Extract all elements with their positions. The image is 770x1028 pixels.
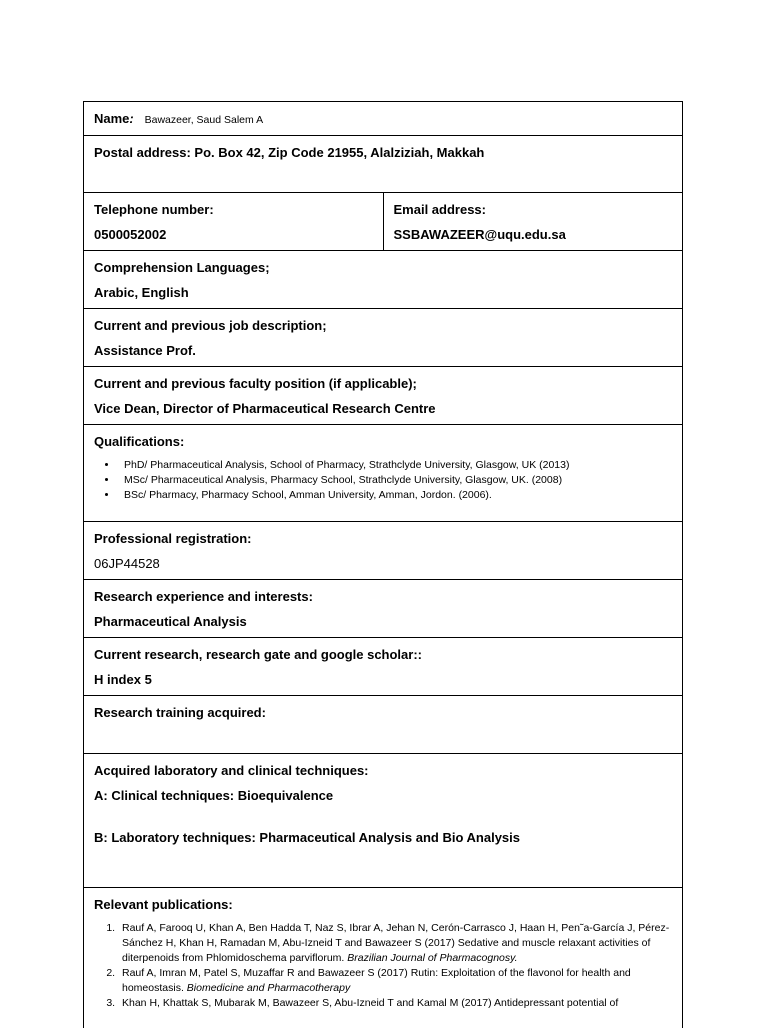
spacer xyxy=(94,804,672,830)
qualifications-list xyxy=(94,458,672,503)
name-value: Bawazeer, Saud Salem A xyxy=(144,114,264,126)
techniques-label: Acquired laboratory and clinical techniques: xyxy=(94,763,369,778)
faculty-value: Vice Dean, Director of Pharmaceutical Research Centre xyxy=(94,401,436,416)
laboratory-techniques: B: Laboratory techniques: Pharmaceutical Analysis and Bio Analysis xyxy=(94,830,520,845)
publication-text: Rauf A, Imran M, Patel S, Muzaffar R and Bawazeer S (2017) Rutin: Exploitation of the flavonol for health and homeostasis. xyxy=(122,967,631,994)
job-label: Current and previous job description; xyxy=(94,318,327,333)
publication-item xyxy=(118,966,672,996)
postal-row xyxy=(84,136,682,193)
publications-row xyxy=(84,888,682,1028)
publication-text: Khan H, Khattak S, Mubarak M, Bawazeer S, Abu-Izneid T and Kamal M (2017) Antidepressant potential of xyxy=(122,997,619,1009)
clinical-techniques: A: Clinical techniques: Bioequivalence xyxy=(94,788,334,803)
name-colon: : xyxy=(129,111,134,126)
email-label: Email address: xyxy=(393,202,486,217)
qualifications-label: Qualifications: xyxy=(94,434,185,449)
job-row xyxy=(84,309,682,367)
telephone-cell xyxy=(84,193,383,250)
scholar-value: H index 5 xyxy=(94,672,152,687)
registration-value: 06JP44528 xyxy=(94,556,160,571)
training-label: Research training acquired: xyxy=(94,705,266,720)
faculty-label: Current and previous faculty position (if applicable); xyxy=(94,376,417,391)
scholar-row xyxy=(84,638,682,696)
registration-row xyxy=(84,522,682,580)
publication-item xyxy=(118,996,672,1011)
scholar-label: Current research, research gate and google scholar:: xyxy=(94,647,422,662)
email-value: SSBAWAZEER@uqu.edu.sa xyxy=(393,227,566,242)
publication-text: Rauf A, Farooq U, Khan A, Ben Hadda T, Naz S, Ibrar A, Jehan N, Cerón-Carrasco J, Haan H, Pen˜a-García J, Pérez-Sánchez H, Khan H, Ramadan M, Abu-Izneid T and Bawazeer S (2017) Sedative and muscle relaxant activities of diterpenoids from Phlomidoschema parviflorum. xyxy=(122,922,670,964)
qualification-item: • BSc/ Pharmacy, Pharmacy School, Amman University, Amman, Jordon. (2006). xyxy=(118,488,672,503)
publications-label: Relevant publications: xyxy=(94,897,233,912)
name-line xyxy=(94,111,672,128)
languages-value: Arabic, English xyxy=(94,285,189,300)
languages-row xyxy=(84,251,682,309)
contact-row xyxy=(84,193,682,251)
publication-journal: Biomedicine and Pharmacotherapy xyxy=(186,982,351,994)
qualification-item: • MSc/ Pharmaceutical Analysis, Pharmacy School, Strathclyde University, Glasgow, UK. (2008) xyxy=(118,473,672,488)
name-row xyxy=(84,102,682,136)
languages-label: Comprehension Languages; xyxy=(94,260,270,275)
research-value: Pharmaceutical Analysis xyxy=(94,614,247,629)
cv-table xyxy=(83,101,683,1028)
telephone-label: Telephone number: xyxy=(94,202,214,217)
publications-list xyxy=(94,921,672,1011)
qualifications-row xyxy=(84,425,682,522)
job-value: Assistance Prof. xyxy=(94,343,196,358)
publication-journal: Brazilian Journal of Pharmacognosy. xyxy=(347,952,518,964)
email-cell xyxy=(383,193,683,250)
telephone-value: 0500052002 xyxy=(94,227,167,242)
registration-label: Professional registration: xyxy=(94,531,252,546)
faculty-row xyxy=(84,367,682,425)
publication-item xyxy=(118,921,672,966)
postal-address: Postal address: Po. Box 42, Zip Code 21955, Alalziziah, Makkah xyxy=(94,145,485,160)
name-label: Name xyxy=(94,111,130,126)
techniques-row xyxy=(84,754,682,888)
research-label: Research experience and interests: xyxy=(94,589,313,604)
qualification-item: • PhD/ Pharmaceutical Analysis, School of Pharmacy, Strathclyde University, Glasgow, UK (2013) xyxy=(118,458,672,473)
training-row xyxy=(84,696,682,754)
research-row xyxy=(84,580,682,638)
